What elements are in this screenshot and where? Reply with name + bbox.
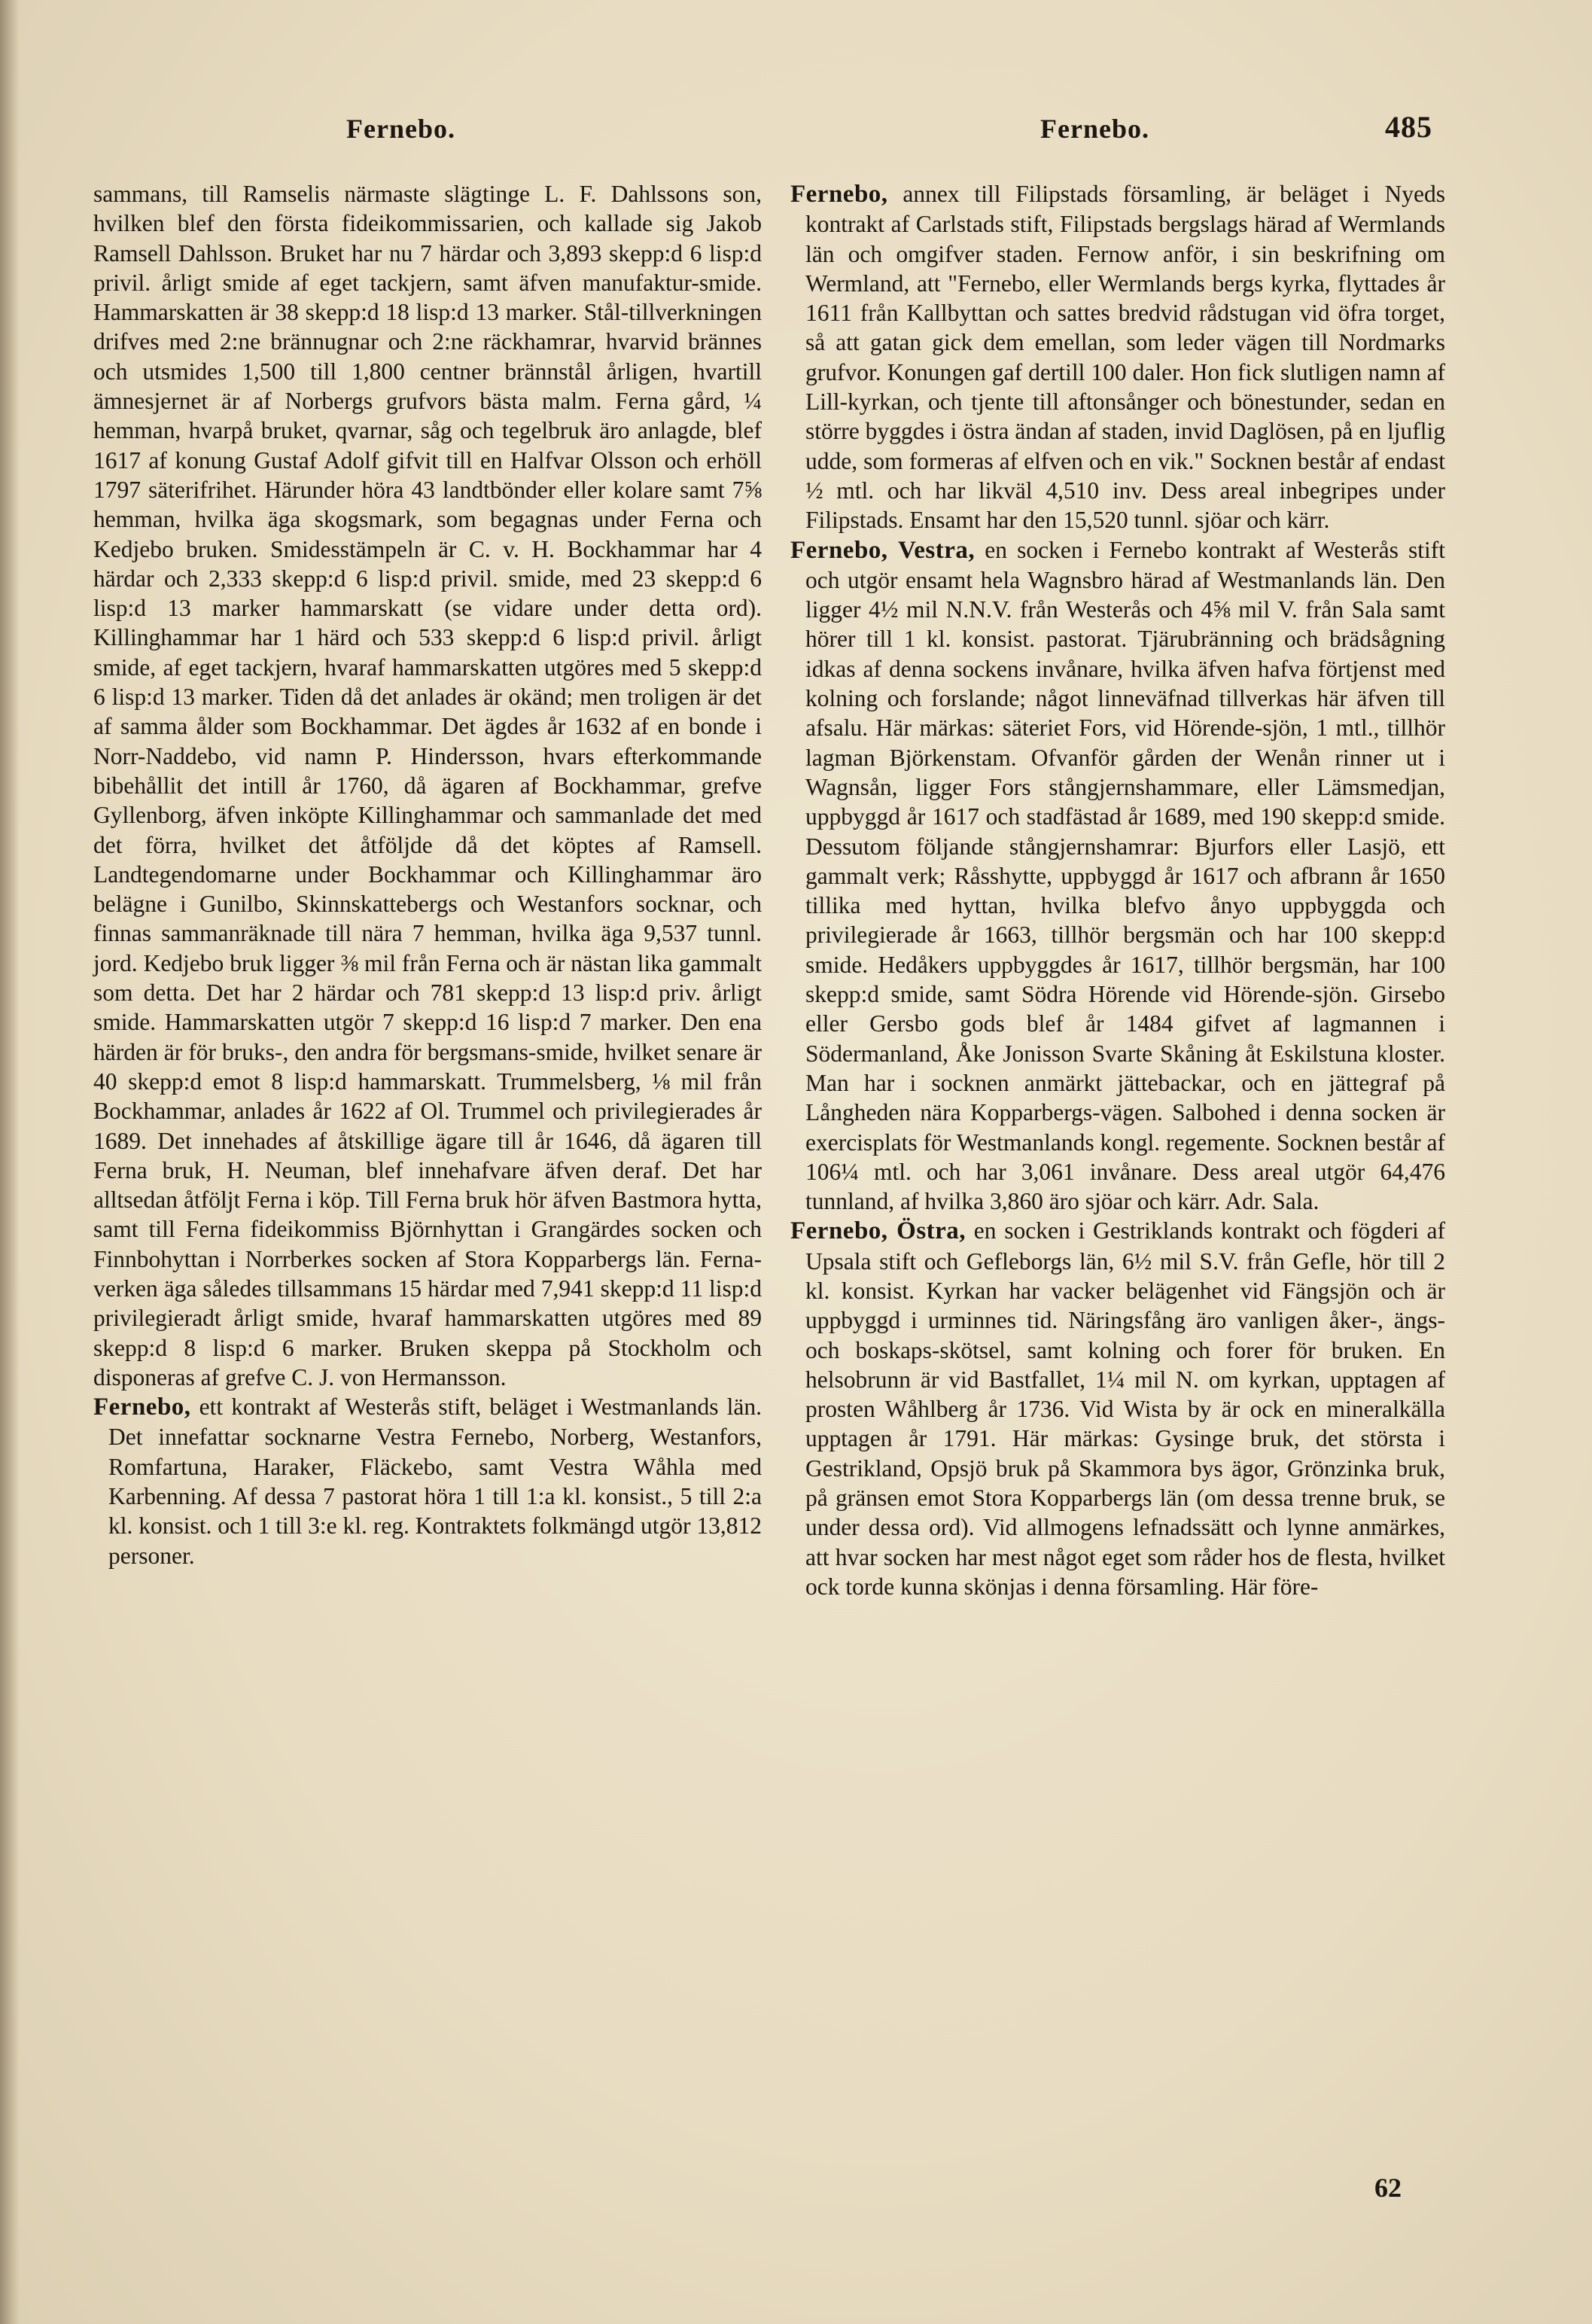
signature-mark: 62 <box>1374 2173 1402 2203</box>
entry-fernebo-annex <box>790 179 1445 535</box>
entry-headword: Fernebo, <box>93 1393 191 1421</box>
entry-body: en socken i Gestriklands kontrakt och fögderi af Upsala stift och Gefleborgs län, 6½ mil S.V. från Gefle, hör till 2 kl. konsist. Kyrkan har vacker belägenhet vid Fängsjön och är uppbyggd i urminnes tid. Näringsfång äro vanligen åker-, ängs- och boskaps-skötsel, samt kolning och forer för bruken. En helsobrunn är vid Bastfallet, 1¼ mil N. om kyrkan, upptagen af prosten Wåhlberg år 1736. Vid Wista by är ock en mineralkälla upptagen år 1791. Här märkas: Gysinge bruk, det största i Gestrikland, Opsjö bruk på Skammora bys ägor, Grönzinka bruk, på gränsen emot Stora Kopparbergs län (om dessa trenne bruk, se under dessa ord). Vid allmogens lefnadssätt och lynne anmärkes, att hvar socken har mest något eget som råder hos de flesta, hvilket ock torde kunna skönjas i denna församling. Här före- <box>805 1217 1445 1600</box>
entry-fernebo-vestra <box>790 535 1445 1217</box>
entry-body: en socken i Fernebo kontrakt af Westerås stift och utgör ensamt hela Wagnsbro härad af Westmanlands län. Den ligger 4½ mil N.N.V. från Westerås och 4⅝ mil V. från Sala samt hörer till 1 kl. konsist. pastorat. Tjärubränning och brädsågning idkas af denna sockens invånare, hvilka äfven hafva förtjenst med kolning och forslande; något linneväfnad tillverkas här äfven till afsalu. Här märkas: säteriet Fors, vid Hörende-sjön, 1 mtl., tillhör lagman Björkenstam. Ofvanför gården der Wenån rinner ut i Wagnsån, ligger Fors stångjernshammare, eller Lämsmedjan, uppbyggd år 1617 och stadfästad år 1689, med 190 skepp:d smide. Dessutom följande stångjernshamrar: Bjurfors eller Lasjö, ett gammalt verk; Råsshytte, uppbyggd år 1617 och afbrann år 1650 tillika med hyttan, hvilka blefvo ånyo uppbyggda och privilegierade år 1663, tillhör bergsmän och har 100 skepp:d smide. Hedåkers uppbyggdes år 1617, tillhör bergsmän, har 100 skepp:d smide, samt Södra Hörende vid Hörende-sjön. Girsebo eller Gersbo gods blef år 1484 gifvet af lagmannen i Södermanland, Åke Jonisson Svarte Skåning åt Eskilstuna kloster. Man har i socknen anmärkt jättebackar, och en jättegraf på Långheden nära Kopparbergs-vägen. Salbohed i denna socken är exercisplats för Westmanlands kongl. regemente. Socknen består af 106¼ mtl. och har 3,061 invånare. Dess areal utgör 64,476 tunnland, af hvilka 3,860 äro sjöar och kärr. Adr. Sala. <box>805 536 1446 1215</box>
entry-headword: Fernebo, Vestra, <box>790 536 976 564</box>
entry-fernebo-kontrakt <box>93 1392 762 1570</box>
running-head-right: Fernebo. <box>1040 114 1149 144</box>
left-column <box>93 179 762 1570</box>
right-column <box>790 179 1445 1601</box>
paragraph-ferna-continuation: sammans, till Ramselis närmaste slägtinge L. F. Dahlssons son, hvilken blef den första fideikommissarien, och kallade sig Jakob Ramsell Dahlsson. Bruket har nu 7 härdar och 3,893 skepp:d 6 lisp:d privil. årligt smide af eget tackjern, samt äfven manufaktur-smide. Hammarskatten är 38 skepp:d 18 lisp:d 13 marker. Stål-tillverkningen drifves med 2:ne brännugnar och 2:ne räckhamrar, hvarvid brännes och utsmides 1,500 till 1,800 centner brännstål årligen, hvartill ämnesjernet är af Norbergs grufvors bästa malm. Ferna gård, ¼ hemman, hvarpå bruket, qvarnar, såg och tegelbruk äro anlagde, blef 1617 af konung Gustaf Adolf gifvit till en Halfvar Olsson och erhöll 1797 säterifrihet. Härunder höra 43 landtbönder eller kolare samt 7⅝ hemman, hvilka äga skogsmark, som begagnas under Ferna och Kedjebo bruken. Smidesstämpeln är C. v. H. Bockhammar har 4 härdar och 2,333 skepp:d 6 lisp:d privil. smide, med 23 skepp:d 6 lisp:d 13 marker hammarskatt (se vidare under detta ord). Killinghammar har 1 härd och 533 skepp:d 6 lisp:d privil. årligt smide, af eget tackjern, hvaraf hammarskatten utgöres med 5 skepp:d 6 lisp:d 13 marker. Tiden då det anlades är okänd; men troligen är det af samma ålder som Bockhammar. Det ägdes år 1632 af en bonde i Norr-Naddebo, vid namn P. Hindersson, hvars efterkommande bibehållit det intill år 1760, då ägaren af Bockhammar, grefve Gyllenborg, äfven inköpte Killinghammar och sammanlade det med det förra, hvilket det åtföljde då det köptes af Ramsell. Landtegendomarne under Bockhammar och Killinghammar äro belägne i Gunilbo, Skinnskattebergs och Westanfors socknar, och finnas sammanräknade till nära 7 hemman, hvilka äga 9,537 tunnl. jord. Kedjebo bruk ligger ⅜ mil från Ferna och är nästan lika gammalt som detta. Det har 2 härdar och 781 skepp:d 13 lisp:d priv. årligt smide. Hammarskatten utgör 7 skepp:d 16 lisp:d 7 marker. Den ena härden är för bruks-, den andra för bergsmans-smide, hvilket senare är 40 skepp:d emot 8 lisp:d hammarskatt. Trummelsberg, ⅛ mil från Bockhammar, anlades år 1622 af Ol. Trummel och privilegierades år 1689. Det innehades af åtskillige ägare till år 1646, då ägaren till Ferna bruk, H. Neuman, blef innehafvare äfven deraf. Det har alltsedan åtföljt Ferna i köp. Till Ferna bruk hör äfven Bastmora hytta, samt till Ferna fideikommiss Björnhyttan i Grangärdes socken och Finnbohyttan i Norrberkes socken af Stora Kopparbergs län. Ferna-verken äga således tillsammans 15 härdar med 7,941 skepp:d 11 lisp:d privilegieradt årligt smide, hvaraf hammarskatten utgöres med 89 skepp:d 8 lisp:d 6 marker. Bruken skeppa på Stockholm och disponeras af grefve C. J. von Hermansson. <box>93 181 762 1390</box>
page-number: 485 <box>1385 110 1432 144</box>
entry-body: ett kontrakt af Westerås stift, beläget i Westmanlands län. Det innefattar socknarne Vestra Fernebo, Norberg, Westanfors, Romfartuna, Haraker, Fläckebo, samt Vestra Wåhla med Karbenning. Af dessa 7 pastorat höra 1 till 1:a kl. konsist., 5 till 2:a kl. konsist. och 1 till 3:e kl. reg. Kontraktets folkmängd utgör 13,812 personer. <box>108 1393 763 1569</box>
entry-headword: Fernebo, <box>790 181 888 208</box>
page-binding-edge <box>0 0 20 2324</box>
entry-fernebo-ostra <box>790 1216 1445 1601</box>
entry-headword: Fernebo, Östra, <box>790 1217 966 1245</box>
entry-body: annex till Filipstads församling, är beläget i Nyeds kontrakt af Carlstads stift, Filipstads bergslags härad af Wermlands län och omgifver staden. Fernow anför, i sin beskrifning om Wermland, att "Fernebo, eller Wermlands bergs kyrka, flyttades år 1611 från Kallbyttan och sattes bredvid rådstugan vid öfra torget, så att gatan gick dem emellan, som leder vägen till Nordmarks grufvor. Konungen gaf dertill 100 daler. Hon fick slutligen namn af Lill-kyrkan, och tjente till aftonsånger och bönestunder, sedan en större byggdes i östra ändan af staden, invid Daglösen, på en ljuflig udde, som formeras af elfven och en vik." Socknen består af endast ½ mtl. och har likväl 4,510 inv. Dess areal inbegripes under Filipstads. Ensamt har den 15,520 tunnl. sjöar och kärr. <box>805 181 1445 534</box>
running-head-left: Fernebo. <box>346 114 455 144</box>
